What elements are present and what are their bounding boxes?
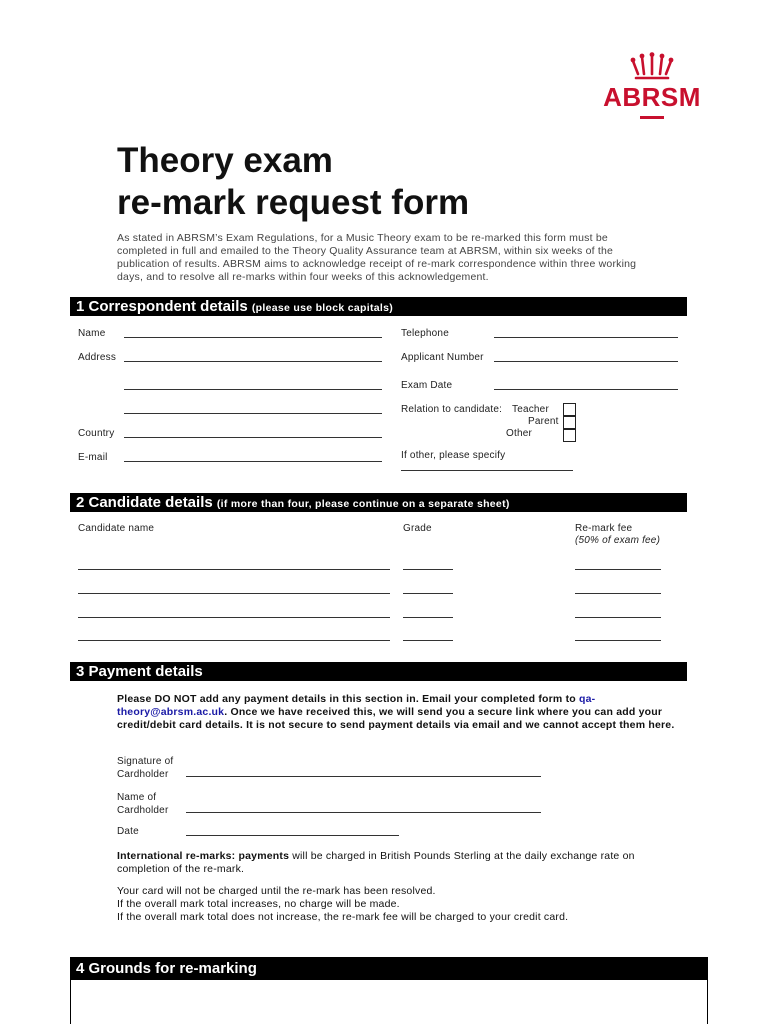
name-label: Name [78, 328, 106, 339]
candidate-name-header: Candidate name [78, 523, 155, 534]
section-4-header [70, 957, 708, 980]
address-field-2[interactable] [124, 389, 382, 390]
candidate-name-field-1[interactable] [78, 569, 390, 570]
section-4-title: 4 Grounds for re-marking [76, 960, 257, 977]
candidate-name-field-2[interactable] [78, 593, 390, 594]
relation-label: Relation to candidate: [401, 404, 503, 415]
grade-field-4[interactable] [403, 640, 453, 641]
section-3-header [70, 662, 687, 681]
telephone-field[interactable] [494, 337, 678, 338]
date-label: Date [117, 826, 139, 837]
international-rest: will be charged in British Pounds Sterling at the daily exchange rate on completion of the re-mark. [117, 850, 635, 875]
cardholder-name-line-1: Name of [117, 792, 157, 803]
if-other-label: If other, please specify [401, 450, 506, 461]
payment-warning [117, 693, 682, 732]
section-2-header [70, 493, 687, 512]
email-field[interactable] [124, 461, 382, 462]
grade-field-1[interactable] [403, 569, 453, 570]
fee-field-1[interactable] [575, 569, 661, 570]
candidate-name-field-4[interactable] [78, 640, 390, 641]
cardholder-name-label [117, 791, 168, 817]
grounds-box[interactable] [70, 980, 708, 1024]
warning-text-1: Please DO NOT add any payment details in this section in. Email your completed form to [117, 693, 579, 705]
candidate-name-field-3[interactable] [78, 617, 390, 618]
teacher-label: Teacher [512, 404, 549, 415]
other-checkbox[interactable] [563, 429, 576, 442]
grade-field-2[interactable] [403, 593, 453, 594]
exam-date-field[interactable] [494, 389, 678, 390]
abrsm-logo [600, 52, 704, 126]
parent-label: Parent [528, 416, 559, 427]
address-field-1[interactable] [124, 361, 382, 362]
section-3-title: 3 Payment details [76, 663, 203, 680]
signature-label [117, 755, 173, 781]
signature-label-line-1: Signature of [117, 756, 174, 767]
signature-field[interactable] [186, 776, 541, 777]
international-bold: International re-marks: payments [117, 850, 290, 862]
section-2-title: 2 Candidate details [76, 494, 213, 511]
title-line-1: Theory exam [117, 141, 333, 180]
title-line-2: re-mark request form [117, 183, 470, 222]
logo-underline [640, 116, 664, 119]
exam-date-label: Exam Date [401, 380, 453, 391]
if-other-field[interactable] [401, 470, 573, 471]
card-charge-notes [117, 885, 677, 924]
date-field[interactable] [186, 835, 399, 836]
telephone-label: Telephone [401, 328, 449, 339]
name-field[interactable] [124, 337, 382, 338]
signature-label-line-2: Cardholder [117, 769, 169, 780]
section-1-note: (please use block capitals) [251, 302, 394, 314]
warning-text-2: . Once we have received this, we will send you a secure link where you can add your credit/debit card details. It is not secure to send payment details via email and we cannot accept them here. [117, 706, 675, 731]
fee-field-4[interactable] [575, 640, 661, 641]
cardholder-name-line-2: Cardholder [117, 805, 169, 816]
logo-text: ABRSM [603, 82, 701, 112]
country-field[interactable] [124, 437, 382, 438]
country-label: Country [78, 428, 115, 439]
page-title [117, 140, 469, 224]
address-field-3[interactable] [124, 413, 382, 414]
other-label: Other [506, 428, 533, 439]
section-2-note: (if more than four, please continue on a separate sheet) [216, 498, 510, 510]
email-link[interactable]: qa-theory@abrsm.ac.uk [117, 693, 596, 718]
intro-paragraph: As stated in ABRSM’s Exam Regulations, for a Music Theory exam to be re-marked this form must be completed in full and emailed to the Theory Quality Assurance team at ABRSM, within six weeks of the publication of results. ABRSM aims to acknowledge receipt of re-mark correspondence within three working days, and to resolve all re-marks within four weeks of this acknowledgement. [117, 232, 637, 283]
crown-icon [630, 52, 674, 82]
applicant-number-field[interactable] [494, 361, 678, 362]
teacher-checkbox[interactable] [563, 403, 576, 416]
cardholder-name-field[interactable] [186, 812, 541, 813]
section-1-title: 1 Correspondent details [76, 298, 248, 315]
address-label: Address [78, 352, 117, 363]
remark-fee-header: Re-mark fee [575, 523, 633, 534]
grade-field-3[interactable] [403, 617, 453, 618]
international-note [117, 850, 647, 876]
card-note-1: Your card will not be charged until the re-mark has been resolved. [117, 885, 436, 897]
applicant-number-label: Applicant Number [401, 352, 484, 363]
email-label: E-mail [78, 452, 108, 463]
section-1-header [70, 297, 687, 316]
grade-header: Grade [403, 523, 432, 534]
parent-checkbox[interactable] [563, 416, 576, 429]
fee-field-3[interactable] [575, 617, 661, 618]
card-note-2: If the overall mark total increases, no charge will be made. [117, 898, 400, 910]
fee-note: (50% of exam fee) [575, 535, 661, 546]
card-note-3: If the overall mark total does not increase, the re-mark fee will be charged to your credit card. [117, 911, 569, 923]
fee-field-2[interactable] [575, 593, 661, 594]
